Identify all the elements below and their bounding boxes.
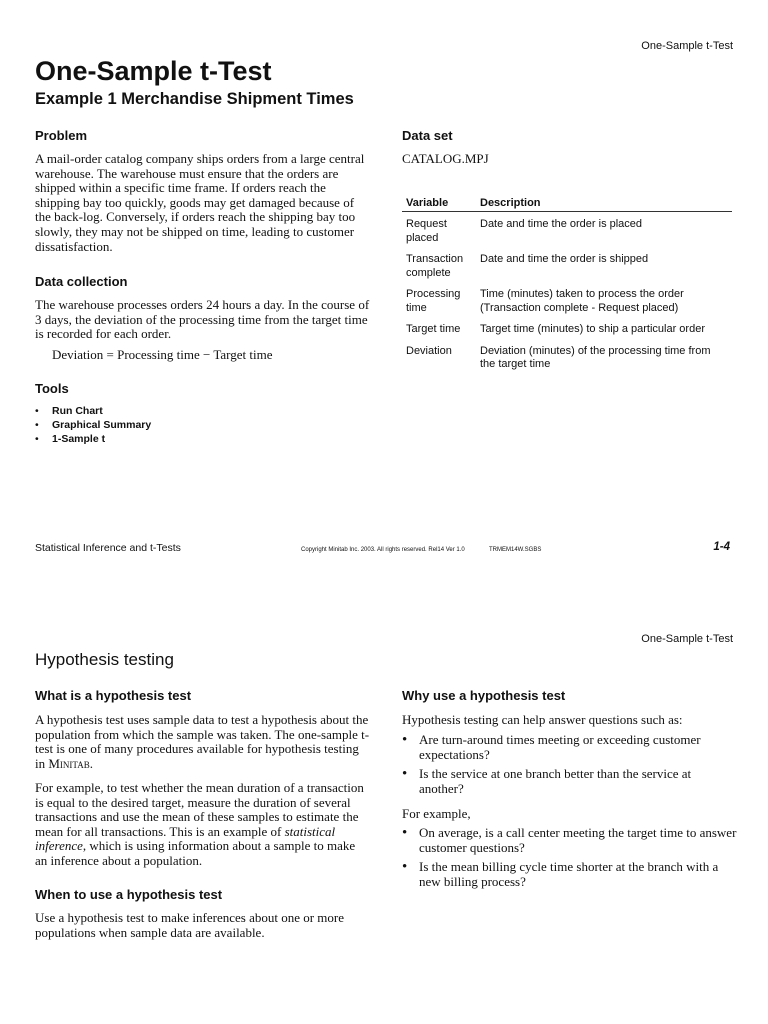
- problem-text: A mail-order catalog company ships orders from a large central warehouse. The warehouse must ensure that the orders are shipped within a specific time frame. If orders reach the shipping bay too quickly, goods may get damaged because of the back-log. Conversely, if orders reach the shipping bay too slowly, they may not be shipped on time, leading to customer dissatisfaction.: [35, 151, 365, 254]
- page-subtitle: Example 1 Merchandise Shipment Times: [35, 90, 354, 108]
- description-cell: Date and time the order is shipped: [480, 253, 649, 265]
- variables-table: [402, 197, 732, 374]
- data-collection-heading: Data collection: [35, 274, 128, 289]
- footer-code: TRMEM14W.SGBS: [489, 547, 542, 553]
- what-heading: What is a hypothesis test: [35, 688, 192, 703]
- data-set-heading: Data set: [402, 128, 453, 143]
- list-item: • Are turn-around times meeting or exceeding customer expectations?: [402, 733, 737, 762]
- table-row: [402, 339, 732, 374]
- footer-section-title: Statistical Inference and t-Tests: [35, 542, 181, 554]
- example-intro: For example,: [402, 806, 471, 821]
- table-row: [402, 212, 732, 248]
- when-text: Use a hypothesis test to make inferences about one or more populations when sample data are available.: [35, 910, 345, 940]
- tool-item: • Run Chart: [35, 404, 151, 418]
- tool-item: • 1-Sample t: [35, 432, 151, 446]
- deviation-formula: Deviation = Processing time − Target time: [52, 347, 273, 362]
- table-row: [402, 247, 732, 282]
- tools-heading: Tools: [35, 381, 69, 396]
- description-cell: Date and time the order is placed: [480, 218, 643, 230]
- column-header-description: Description: [476, 197, 732, 212]
- running-header: One-Sample t-Test: [641, 633, 733, 645]
- variable-cell: Processing time: [406, 288, 461, 314]
- variable-cell: Deviation: [406, 344, 452, 357]
- section-title: Hypothesis testing: [35, 650, 174, 669]
- page-number: 1-4: [713, 541, 730, 553]
- table-row: [402, 282, 732, 317]
- variable-cell: Transaction complete: [406, 253, 464, 279]
- data-collection-text: The warehouse processes orders 24 hours a day. In the course of 3 days, the deviation of the processing time from the target time is recorded for each order.: [35, 297, 370, 342]
- running-header: One-Sample t-Test: [641, 40, 733, 52]
- what-paragraph-2: For example, to test whether the mean duration of a transaction is equal to the desired target, measure the duration of several transactions and use the mean of these samples to estimate the mean for all transactions. This is an example of statistical inference, which is using information about a sample to make an inference about a population.: [35, 780, 364, 868]
- data-set-file: CATALOG.MPJ: [402, 151, 489, 166]
- tool-item: • Graphical Summary: [35, 418, 151, 432]
- description-cell: Target time (minutes) to ship a particular order: [480, 323, 705, 335]
- example-question-list: [402, 826, 737, 894]
- when-heading: When to use a hypothesis test: [35, 887, 223, 902]
- variable-cell: Request placed: [406, 218, 447, 244]
- why-intro: Hypothesis testing can help answer questions such as:: [402, 712, 683, 727]
- list-item: • Is the service at one branch better than the service at another?: [402, 767, 737, 796]
- list-item: • On average, is a call center meeting the target time to answer customer questions?: [402, 826, 737, 855]
- table-row: [402, 317, 732, 339]
- variable-cell: Target time: [406, 323, 461, 335]
- list-item: • Is the mean billing cycle time shorter at the branch with a new billing process?: [402, 860, 737, 889]
- table-header-row: [402, 197, 732, 212]
- why-heading: Why use a hypothesis test: [402, 688, 566, 703]
- problem-heading: Problem: [35, 128, 88, 143]
- page-title: One-Sample t-Test: [35, 56, 272, 86]
- description-cell: Time (minutes) taken to process the order (Transaction complete - Request placed): [480, 288, 684, 314]
- description-cell: Deviation (minutes) of the processing time from the target time: [480, 344, 711, 370]
- why-question-list: [402, 733, 737, 801]
- what-paragraph-1: A hypothesis test uses sample data to test a hypothesis about the population from which the sample was taken. The one-sample t-test is one of many procedures available for hypothesis testing in Minitab.: [35, 712, 370, 771]
- column-header-variable: Variable: [402, 197, 476, 212]
- footer-copyright: Copyright Minitab Inc. 2003. All rights reserved. Rel14 Ver 1.0: [301, 547, 465, 553]
- tools-list: [35, 404, 151, 446]
